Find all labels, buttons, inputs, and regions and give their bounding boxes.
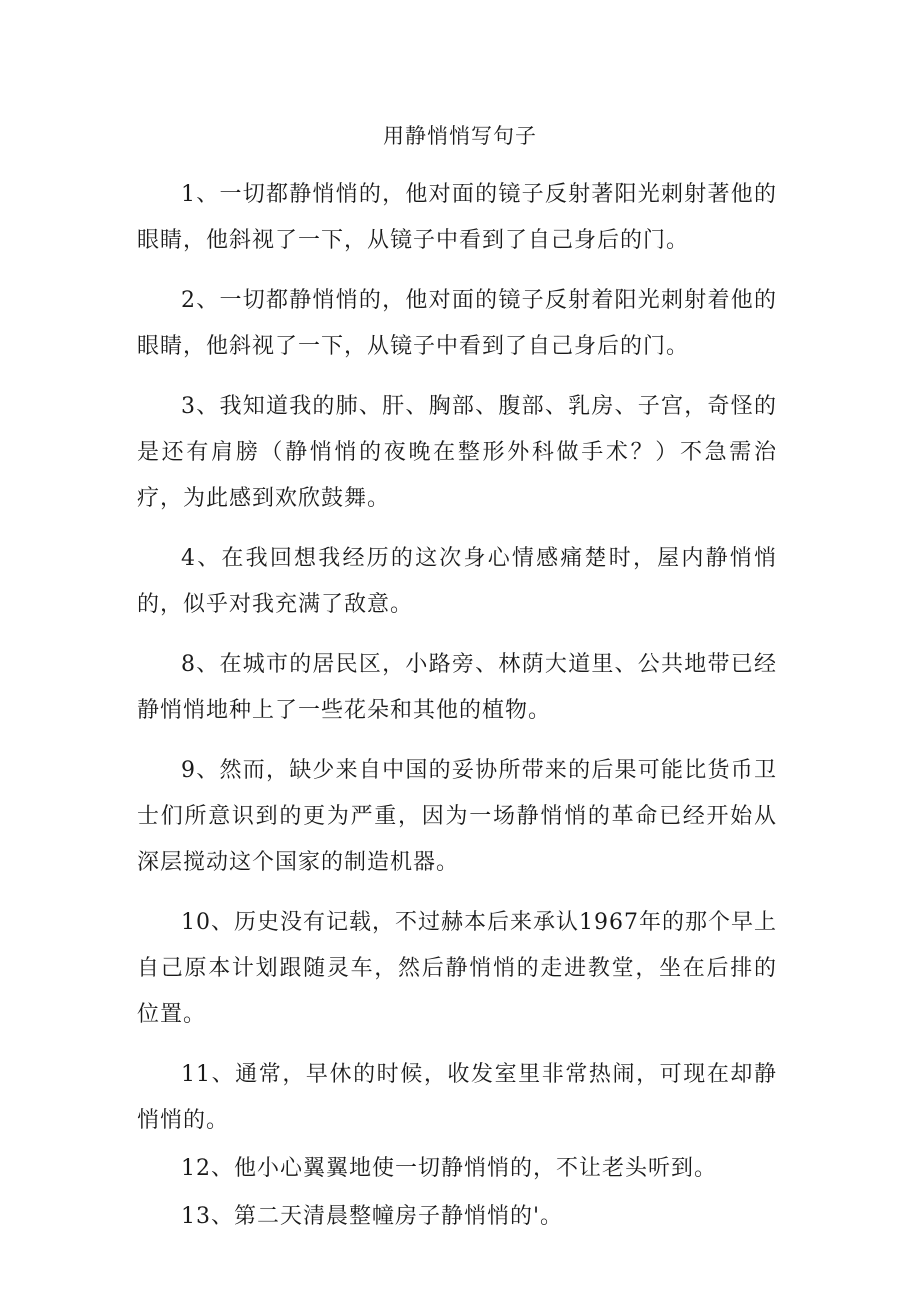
- paragraph-12: 12、他小心翼翼地使一切静悄悄的，不让老头听到。: [181, 1156, 717, 1181]
- paragraph-9: 9、然而，缺少来自中国的妥协所带来的后果可能比货币卫士们所意识到的更为严重，因为一场静悄悄的革命已经开始从深层搅动这个国家的制造机器。: [137, 758, 777, 875]
- document-body: [137, 172, 777, 1254]
- document-title: 用静悄悄写句子: [383, 124, 537, 148]
- paragraph-2: 2、一切都静悄悄的，他对面的镜子反射着阳光刺射着他的眼睛，他斜视了一下，从镜子中看到了自己身后的门。: [137, 288, 777, 359]
- paragraph-13: 13、第二天清晨整幢房子静悄悄的'。: [181, 1204, 564, 1229]
- paragraph-3: 3、我知道我的肺、肝、胸部、腹部、乳房、子宫，奇怪的是还有肩膀（静悄悄的夜晚在整形外科做手术？）不急需治疗，为此感到欢欣鼓舞。: [137, 394, 777, 511]
- paragraph-4: 4、在我回想我经历的这次身心情感痛楚时，屋内静悄悄的，似乎对我充满了敌意。: [137, 546, 777, 617]
- paragraph-10: 10、历史没有记载，不过赫本后来承认1967年的那个早上自己原本计划跟随灵车，然后静悄悄的走进教堂，坐在后排的位置。: [137, 910, 777, 1027]
- paragraph-1: 1、一切都静悄悄的，他对面的镜子反射著阳光刺射著他的眼睛，他斜视了一下，从镜子中看到了自己身后的门。: [137, 182, 777, 253]
- paragraph-8: 8、在城市的居民区，小路旁、林荫大道里、公共地带已经静悄悄地种上了一些花朵和其他的植物。: [137, 652, 777, 723]
- paragraph-11: 11、通常，早休的时候，收发室里非常热闹，可现在却静悄悄的。: [137, 1062, 777, 1133]
